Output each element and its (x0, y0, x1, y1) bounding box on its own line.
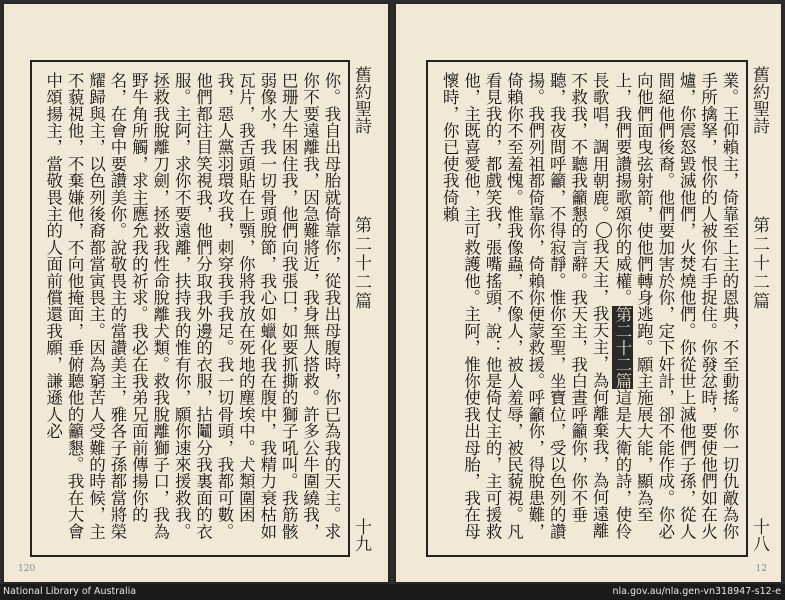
chapter-superscription: 這是大衛的詩，使伶長歌唱，調用朝鹿。 (590, 72, 632, 540)
pencil-note: 12 (755, 564, 767, 574)
chapter-label: 第二十二篇 (351, 216, 371, 311)
chapter-label: 第二十二篇 (749, 216, 769, 311)
item-identifier: nla.gov.au/nla.gen-vn318947-s12-e (612, 586, 781, 597)
body-text-start: 業。王仰賴主，倚靠至上主的恩典，不至動搖。你一切仇敵為你手所擒拏，恨你的人被你右手捉住。你發忿時，要使他們如在火爐，你震怒毀滅他們，火焚燒他們。你從世上滅他們子孫，從人間絕他們後裔。他們要加害於你，定下奸計，卻不能作成。你必向他們面曳弦射箭，使他們轉身逃跑。願主施展大能，顯為至上，我們要讚揚歌頌你的威權。 (612, 72, 739, 540)
page-number: 十八 (749, 518, 769, 552)
text-frame (426, 60, 748, 557)
footer-bar (0, 584, 785, 600)
running-title: 舊約聖詩 (749, 66, 769, 134)
library-credit: National Library of Australia (3, 586, 137, 597)
right-page-header (750, 66, 772, 552)
chapter-heading: 第二十二篇 (612, 305, 632, 390)
body-text (434, 72, 740, 545)
body-text: 你。我自出母胎就倚靠你，從我出母腹時，你已為我的天主。求你不要遠離我，因急難將近，我身無人搭救。許多公牛圍繞我，巴珊大牛困住我，他們向我張口，如要抓撕的獅子吼叫。我筋骸弱像水，我一切骨頭脫節，我心如蠟化我在腹中，我精力衰枯如瓦片，我舌頭貼在上顎，你將我放在死地的塵埃中。犬類圍困我，惡人黨羽環攻我，刺穿我手我足。我一切骨頭，我都可數。他們都注目笑視我，他們分取我外邊的衣服，拈鬮分我裏面的衣服。主阿，求你不要遠離，扶持我的惟有你，願你速來援救我。拯救我脫離刀劍，拯救我性命脫離犬類。救我脫離獅子口，我為野牛角所觸，求主應允我的祈求。我必在我弟兄面前傳揚你的名，在會中要讚美你。說敬畏主的當讚美主，雅各子孫都當將榮耀歸與主，以色列後裔都當寅畏主。因為窮苦人受難的時候，主不藐視他，不棄嫌他，不向他掩面，垂俯聽他的籲懇。我在大會中頌揚主，當敬畏主的人面前償還我願，謙遜人必 (43, 72, 341, 540)
left-page-header (352, 66, 374, 552)
left-page (4, 4, 388, 582)
running-title: 舊約聖詩 (351, 66, 371, 134)
pencil-note: 120 (18, 564, 36, 574)
text-frame (30, 60, 350, 557)
page-number: 十九 (351, 518, 371, 552)
body-text-continuation: 我天主，我天主，為何離棄我，為何遠離不救我，不聽我籲懇的言辭。我天主，我白晝呼籲你，你不垂聽，我夜間呼籲，不得寂靜。惟你至聖，坐寶位，受以色列的讚揚。我們列祖都倚靠你，倚賴你便蒙救援。呼籲你，得脫患難，倚賴你不至羞愧。惟我像蟲，不像人，被人羞辱，被民藐視。凡看見我的，都戲笑我，張嘴搖頭，說：他是倚仗主的，主可援救他，主既喜愛他，主可救護他。主阿，惟你使我出母胎，我在母懷時，你已使我倚賴 (440, 72, 610, 540)
right-page (396, 4, 781, 582)
circle-mark-icon (596, 222, 612, 238)
